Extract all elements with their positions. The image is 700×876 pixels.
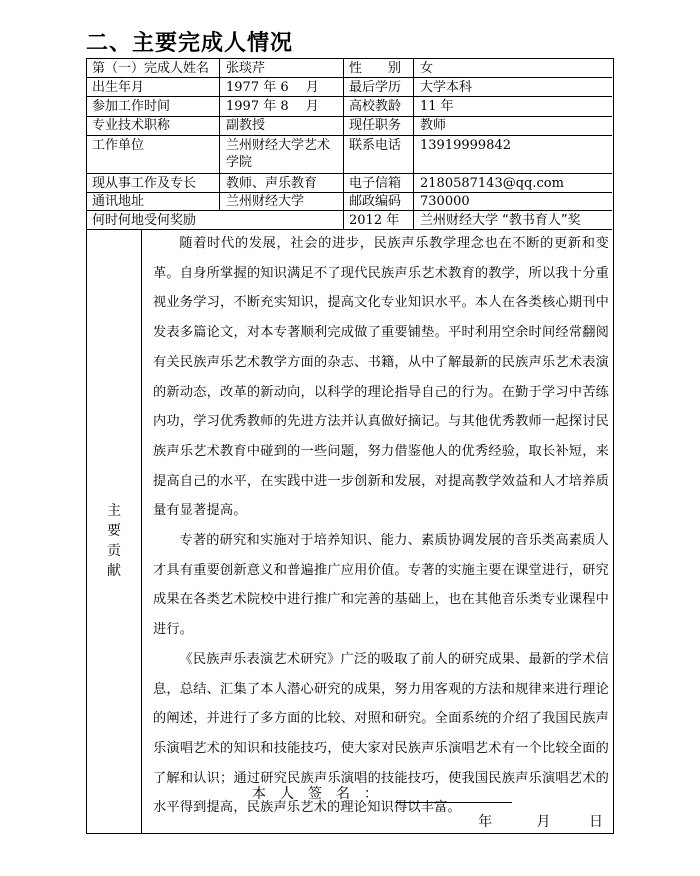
signature-block xyxy=(252,783,512,803)
postcode-value: 730000 xyxy=(420,194,470,209)
email-label: 电子信箱 xyxy=(349,176,402,191)
name-label: 第（一）完成人姓名 xyxy=(92,61,210,76)
gender-label: 性 别 xyxy=(349,61,402,76)
birth-date-label: 出生年月 xyxy=(92,80,145,95)
row-divider xyxy=(87,135,612,136)
specialty-value: 教师、声乐教育 xyxy=(226,176,318,191)
row-divider xyxy=(87,210,612,211)
award-value: 兰州财经大学 “教书育人”奖 xyxy=(420,213,581,228)
postcode-label: 邮政编码 xyxy=(349,194,402,209)
column-divider xyxy=(219,59,220,210)
education-label: 最后学历 xyxy=(349,80,402,95)
name-value: 张琰芹 xyxy=(226,61,266,76)
column-divider xyxy=(141,229,142,833)
specialty-label: 现从事工作及专长 xyxy=(92,176,197,191)
teaching-years-label: 高校教龄 xyxy=(349,99,402,114)
employer-label: 工作单位 xyxy=(92,138,145,153)
address-label: 通讯地址 xyxy=(92,194,145,209)
contribution-label-char: 要 xyxy=(107,523,121,539)
position-label: 现任职务 xyxy=(349,118,402,133)
paragraph: 随着时代的发展，社会的进步，民族声乐教学理念也在不断的更新和变革。自身所掌握的知识满足不了现代民族声乐艺术教育的教学，所以我十分重视业务学习，不断充实知识，提高文化专业知识水平。本人在各类核心期刊中发表多篇论文，对本专著顺利完成做了重要铺垫。平时利用空余时间经常翻阅有关民族声乐艺术教学方面的杂志、书籍，从中了解最新的民族声乐艺术表演的新动态，改革的新动向，以科学的理论指导自己的行为。在勤于学习中苦练内功，学习优秀教师的先进方法并认真做好摘记。与其他优秀教师一起探讨民族声乐艺术教育中碰到的一些问题，努力借鉴他人的优秀经验，取长补短，来提高自己的水平，在实践中进一步创新和发展，对提高教学效益和人才培养质量有显著提高。 xyxy=(153,236,609,519)
date-day-label: 日 xyxy=(589,814,603,830)
section-heading: 二、主要完成人情况 xyxy=(86,31,294,56)
row-divider xyxy=(87,77,612,78)
title-value: 副教授 xyxy=(226,118,266,133)
award-year: 2012 年 xyxy=(349,213,400,228)
title-label: 专业技术职称 xyxy=(92,118,171,133)
contribution-label xyxy=(87,501,141,581)
work-start-value: 1997 年 8 月 xyxy=(226,99,319,114)
phone-label: 联系电话 xyxy=(349,138,402,153)
contribution-label-char: 献 xyxy=(107,563,121,579)
contribution-label-char: 贡 xyxy=(107,543,121,559)
education-value: 大学本科 xyxy=(420,80,473,95)
paragraph: 专著的研究和实施对于培养知识、能力、素质协调发展的音乐类高素质人才具有重要创新意义和普遍推广应用价值。专著的实施主要在课堂进行，研究成果在各类艺术院校中进行推广和完善的基础上，也在其他音乐类专业课程中进行。 xyxy=(153,533,609,638)
birth-date-value: 1977 年 6 月 xyxy=(226,80,319,95)
position-value: 教师 xyxy=(420,118,447,133)
phone-value: 13919999842 xyxy=(420,138,511,153)
gender-value: 女 xyxy=(420,61,434,76)
date-month-label: 月 xyxy=(536,814,551,830)
applicant-form xyxy=(86,58,614,834)
teaching-years-value: 11 年 xyxy=(420,99,454,114)
signature-line[interactable] xyxy=(396,788,512,803)
address-value: 兰州财经大学 xyxy=(226,194,305,209)
column-divider xyxy=(343,59,344,229)
work-start-label: 参加工作时间 xyxy=(92,99,171,114)
paragraph: 《民族声乐表演艺术研究》广泛的吸取了前人的研究成果、最新的学术信息，总结、汇集了本人潜心研究的成果，努力用客观的方法和规律来进行理论的阐述，并进行了多方面的比较、对照和研究。全面系统的介绍了我国民族声乐演唱艺术的知识和技能技巧，使大家对民族声乐演唱艺术有一个比较全面的了解和认识；通过研究民族声乐演唱的技能技巧，使我国民族声乐演唱艺术的水平得到提高，民族声乐艺术的理论知识得以丰富。 xyxy=(153,651,609,816)
employer-value: 兰州财经大学艺术学院 xyxy=(226,138,331,170)
award-label: 何时何地受何奖励 xyxy=(92,213,197,228)
date-block xyxy=(478,811,603,831)
row-divider xyxy=(87,96,612,97)
signature-label: 本人签名： xyxy=(252,786,392,802)
contribution-label-char: 主 xyxy=(107,503,121,519)
column-divider xyxy=(413,59,414,229)
email-value: 2180587143@qq.com xyxy=(420,176,564,191)
date-year-label: 年 xyxy=(478,814,493,830)
row-divider xyxy=(87,173,612,174)
contribution-text xyxy=(153,229,609,823)
